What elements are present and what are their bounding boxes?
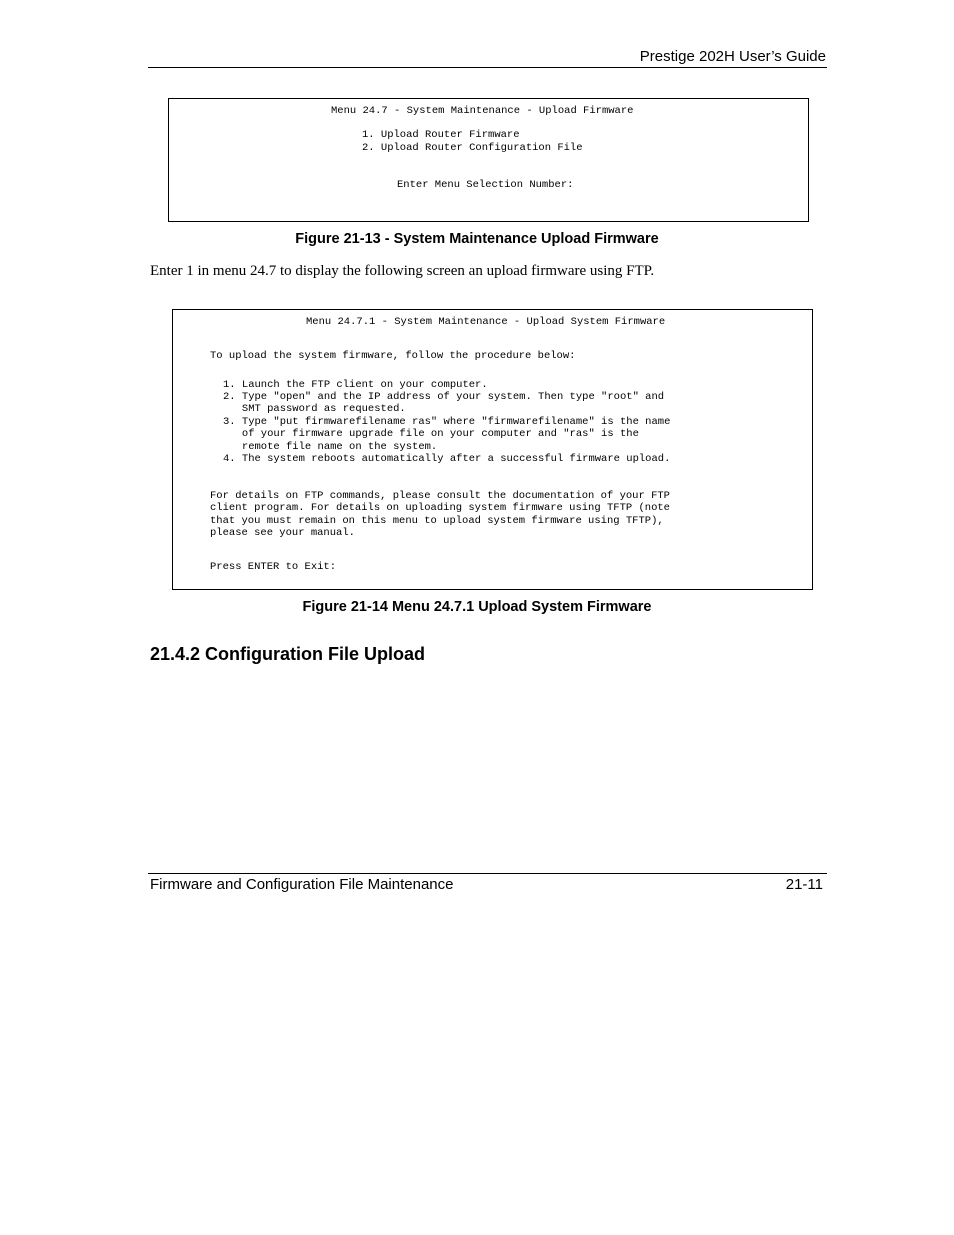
page-number: 21-11 bbox=[785, 876, 823, 893]
page-header bbox=[148, 47, 827, 68]
figure-13-caption: Figure 21-13 - System Maintenance Upload Firmware bbox=[295, 231, 659, 247]
step-3: 3. Type "put firmwarefilename ras" where "firmwarefilename" is the name of your firmware upgrade file on your computer and "ras" is the remote file name on the system. bbox=[223, 416, 671, 453]
step-2: 2. Type "open" and the IP address of your system. Then type "root" and SMT password as requested. bbox=[223, 391, 665, 416]
guide-title: Prestige 202H User’s Guide bbox=[639, 48, 826, 65]
menu-24-7-1-screen bbox=[172, 309, 813, 590]
figure-14-caption: Figure 21-14 Menu 24.7.1 Upload System Firmware bbox=[302, 599, 652, 615]
exit-prompt: Press ENTER to Exit: bbox=[210, 561, 337, 573]
menu-option-2: 2. Upload Router Configuration File bbox=[362, 142, 583, 154]
section-heading: 21.4.2 Configuration File Upload bbox=[150, 644, 426, 664]
step-4: 4. The system reboots automatically after a successful firmware upload. bbox=[223, 453, 671, 465]
page-footer bbox=[148, 873, 827, 896]
menu-title: Menu 24.7.1 - System Maintenance - Upload System Firmware bbox=[306, 316, 666, 328]
instruction-text: To upload the system firmware, follow the procedure below: bbox=[210, 350, 576, 362]
chapter-title: Firmware and Configuration File Maintenance bbox=[150, 876, 454, 893]
menu-24-7-screen bbox=[168, 98, 809, 222]
menu-selection-prompt: Enter Menu Selection Number: bbox=[397, 179, 574, 191]
menu-option-1: 1. Upload Router Firmware bbox=[362, 129, 520, 141]
menu-title: Menu 24.7 - System Maintenance - Upload Firmware bbox=[331, 105, 634, 117]
details-text: For details on FTP commands, please consult the documentation of your FTP client program. For details on uploading system firmware using TFTP (note that you must remain on this menu to upload system firmware using TFTP), please see your manual. bbox=[210, 490, 670, 540]
step-1: 1. Launch the FTP client on your computer. bbox=[223, 379, 488, 391]
intro-paragraph: Enter 1 in menu 24.7 to display the following screen an upload firmware using FTP. bbox=[150, 263, 655, 279]
